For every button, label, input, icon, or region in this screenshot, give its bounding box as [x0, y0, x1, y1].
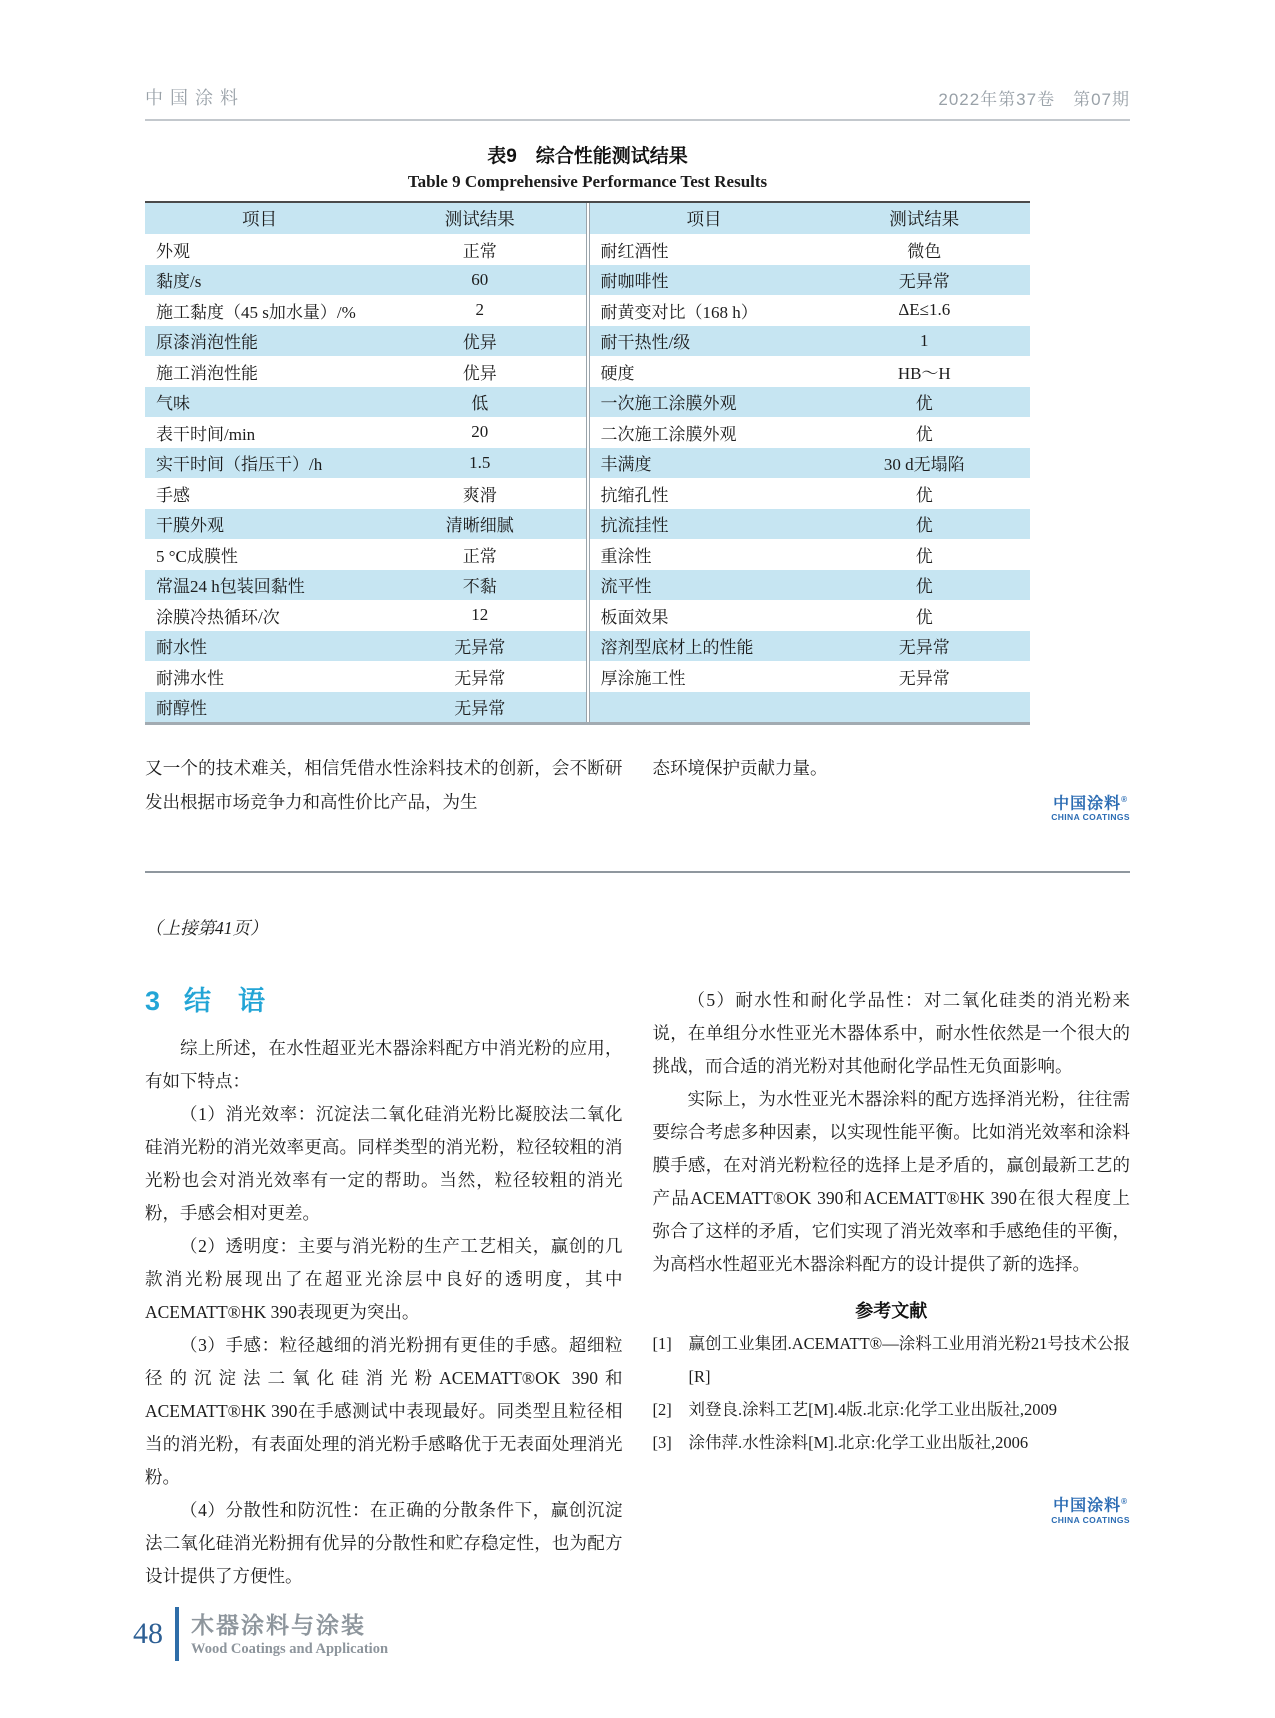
row-result-value: 清晰细腻 — [445, 516, 514, 536]
row-item-label: 外观 — [156, 241, 190, 261]
table-row — [145, 478, 586, 509]
table-row — [590, 356, 1031, 387]
table-title-en: Table 9 Comprehensive Performance Test Results — [407, 172, 768, 191]
china-coatings-logo — [1051, 791, 1130, 822]
registered-mark-icon: ® — [1121, 795, 1129, 804]
table-row — [590, 509, 1031, 540]
row-item-label: 原漆消泡性能 — [156, 333, 258, 353]
table-row — [145, 295, 586, 326]
row-item-label: 表干时间/min — [156, 424, 256, 444]
row-result-value: HB～H — [897, 363, 951, 383]
column-header-item: 项目 — [242, 209, 278, 229]
reference-number: [2] — [652, 1400, 672, 1420]
reference-item — [653, 1327, 1131, 1393]
logo-wrap — [653, 1493, 1131, 1527]
logo-zh-label: 中国涂料 — [1053, 1497, 1122, 1515]
row-result-value: 优 — [915, 424, 933, 444]
reference-text: 涂伟萍.水性涂料[M].北京:化学工业出版社,2006 — [688, 1433, 1029, 1453]
row-item-label: 丰满度 — [600, 455, 652, 475]
row-result-value: 12 — [471, 605, 489, 625]
issue-info: 2022年第37卷 第07期 — [938, 90, 1130, 109]
footer-column-zh: 木器涂料与涂装 — [191, 1611, 366, 1638]
row-item-label: 干膜外观 — [156, 516, 224, 536]
page-number: 48 — [133, 1617, 163, 1650]
row-result-value: 无异常 — [454, 699, 506, 719]
conclusion-right-column — [653, 984, 1131, 1593]
conclusion-paragraph: 实际上，为水性亚光木器涂料的配方选择消光粉，往往需要综合考虑多种因素，以实现性能平衡。比如消光效率和涂料膜手感，在对消光粉粒径的选择上是矛盾的，赢创最新工艺的产品ACEMATT®OK 390和ACEMATT®HK 390在很大程度上弥合了这样的矛盾，它们实现了消光效率和手感绝佳的平衡，为高档水性超亚光木器涂料配方的设计提供了新的选择。 — [652, 1089, 1130, 1275]
row-result-value: 优异 — [462, 333, 497, 353]
continuation-right-column — [653, 751, 1131, 825]
row-result-value: 无异常 — [898, 272, 950, 292]
row-result-value: 微色 — [907, 241, 942, 261]
continuation-left-column — [145, 751, 623, 825]
table-row — [590, 570, 1031, 601]
row-item-label: 常温24 h包装回黏性 — [156, 577, 305, 597]
conclusion-left-column — [145, 984, 623, 1593]
table-header-row — [145, 203, 586, 234]
table-row — [590, 265, 1031, 296]
row-item-label: 厚涂施工性 — [600, 668, 686, 688]
table-row — [590, 631, 1031, 662]
footer-column-title — [191, 1612, 388, 1657]
table-row — [145, 234, 586, 265]
row-item-label: 耐咖啡性 — [600, 272, 669, 292]
row-result-value: 无异常 — [454, 638, 506, 658]
column-header-result: 测试结果 — [889, 209, 960, 229]
footer-column-en: Wood Coatings and Application — [191, 1640, 389, 1657]
conclusion-paragraph: （4）分散性和防沉性：在正确的分散条件下，赢创沉淀法二氧化硅消光粉拥有优异的分散性和贮存稳定性，也为配方设计提供了方便性。 — [145, 1500, 623, 1587]
row-result-value: 优 — [915, 516, 933, 536]
row-result-value: 2 — [475, 300, 485, 320]
row-item-label: 耐黄变对比（168 h） — [600, 302, 758, 322]
table-left-half — [145, 203, 586, 722]
row-item-label: 施工消泡性能 — [156, 363, 258, 383]
table-row — [590, 326, 1031, 357]
row-result-value: 无异常 — [454, 668, 506, 688]
section-number: 3 — [145, 986, 161, 1017]
table-title-zh: 表9 综合性能测试结果 — [487, 146, 688, 167]
row-item-label: 手感 — [156, 485, 190, 505]
conclusion-paragraph: （3）手感：粒径越细的消光粉拥有更佳的手感。超细粒径的沉淀法二氧化硅消光粉ACEMATT®OK 390和ACEMATT®HK 390在手感测试中表现最好。同类型且粒径相当的消光粉，有表面处理的消光粉手感略优于无表面处理消光粉。 — [145, 1335, 623, 1488]
section-heading — [145, 986, 623, 1016]
table-row — [145, 387, 586, 418]
table-right-half — [590, 203, 1031, 722]
conclusion-paragraph: （2）透明度：主要与消光粉的生产工艺相关，赢创的几款消光粉展现出了在超亚光涂层中良好的透明度，其中ACEMATT®HK 390表现更为突出。 — [145, 1236, 623, 1323]
reference-text: 刘登良.涂料工艺[M].4版.北京:化学工业出版社,2009 — [688, 1400, 1057, 1420]
journal-name: 中国涂料 — [145, 88, 245, 108]
reference-text: 赢创工业集团.ACEMATT®—涂料工业用消光粉21号技术公报[R] — [688, 1334, 1130, 1387]
page-footer — [133, 1607, 388, 1661]
logo-zh-text — [1051, 1493, 1130, 1514]
table-row — [145, 509, 586, 540]
row-result-value: 优 — [915, 485, 933, 505]
row-item-label: 抗流挂性 — [600, 516, 669, 536]
row-result-value: 爽滑 — [462, 485, 497, 505]
row-item-label: 黏度/s — [156, 272, 202, 292]
row-item-label: 一次施工涂膜外观 — [600, 394, 737, 414]
table-row — [590, 600, 1031, 631]
conclusion-paragraph: （1）消光效率：沉淀法二氧化硅消光粉比凝胶法二氧化硅消光粉的消光效率更高。同样类型的消光粉，粒径较粗的消光粉也会对消光效率有一定的帮助。当然，粒径较粗的消光粉，手感会相对更差。 — [145, 1104, 623, 1224]
continuation-right-paragraph: 态环境保护贡献力量。 — [652, 758, 828, 778]
row-result-value: 优 — [915, 546, 933, 566]
table-row — [590, 417, 1031, 448]
table-row — [590, 448, 1031, 479]
row-item-label: 流平性 — [600, 577, 652, 597]
continuation-left-paragraph: 又一个的技术难关，相信凭借水性涂料技术的创新，会不断研发出根据市场竞争力和高性价比产品，为生 — [145, 758, 623, 812]
table-row — [590, 692, 1031, 723]
row-result-value: 30 d无塌陷 — [883, 455, 965, 475]
row-item-label: 板面效果 — [600, 607, 669, 627]
row-result-value: 正常 — [462, 546, 497, 566]
row-result-value: ΔE≤1.6 — [898, 300, 951, 320]
reference-item — [653, 1393, 1131, 1426]
row-item-label: 气味 — [156, 394, 190, 414]
section-title: 结 语 — [184, 986, 266, 1017]
row-item-label: 实干时间（指压干）/h — [156, 455, 323, 475]
page-header — [145, 84, 1130, 121]
row-result-value: 优 — [915, 607, 933, 627]
row-result-value: 1 — [920, 330, 929, 350]
table-row — [145, 600, 586, 631]
results-table — [145, 201, 1030, 725]
row-item-label: 重涂性 — [600, 546, 652, 566]
table-row — [145, 356, 586, 387]
row-item-label: 耐沸水性 — [156, 668, 224, 688]
row-item-label: 耐醇性 — [156, 699, 207, 719]
table-row — [145, 539, 586, 570]
row-item-label: 硬度 — [600, 363, 635, 383]
table-row — [145, 661, 586, 692]
china-coatings-logo — [1051, 1493, 1130, 1524]
column-header-item: 项目 — [686, 209, 722, 229]
table-row — [590, 478, 1031, 509]
row-item-label: 5 °C成膜性 — [156, 546, 238, 566]
logo-en-text: CHINA COATINGS — [1051, 812, 1130, 823]
table-row — [590, 295, 1031, 326]
row-item-label: 抗缩孔性 — [600, 485, 669, 505]
table-row — [590, 234, 1031, 265]
table-row — [145, 326, 586, 357]
row-item-label: 二次施工涂膜外观 — [600, 424, 737, 444]
row-result-value: 优异 — [462, 363, 497, 383]
references-list — [653, 1327, 1131, 1459]
conclusion-paragraph: （5）耐水性和耐化学品性：对二氧化硅类的消光粉来说，在单组分水性亚光木器体系中，耐水性依然是一个很大的挑战，而合适的消光粉对其他耐化学品性无负面影响。 — [652, 990, 1130, 1077]
reference-number: [1] — [652, 1334, 672, 1354]
table-row — [145, 417, 586, 448]
row-result-value: 20 — [471, 422, 489, 442]
row-result-value: 无异常 — [898, 638, 950, 658]
table-header-row — [590, 203, 1031, 234]
row-result-value: 优 — [915, 577, 933, 597]
row-item-label: 溶剂型底材上的性能 — [600, 638, 754, 658]
logo-wrap — [653, 791, 1131, 825]
page-content — [145, 84, 1130, 1593]
table-left-rows — [145, 234, 586, 722]
continuation-text — [145, 751, 1130, 825]
table-row — [590, 387, 1031, 418]
table-section — [145, 141, 1030, 725]
continued-from-note: （上接第41页） — [145, 918, 268, 939]
row-item-label: 耐干热性/级 — [600, 333, 691, 353]
references-heading: 参考文献 — [855, 1301, 928, 1322]
row-item-label: 施工黏度（45 s加水量）/% — [156, 302, 356, 322]
row-result-value: 低 — [471, 394, 489, 414]
table-right-rows — [590, 234, 1031, 722]
section-divider-line — [145, 871, 1130, 873]
table-row — [145, 448, 586, 479]
table-row — [590, 661, 1031, 692]
row-item-label: 耐红酒性 — [600, 241, 669, 261]
table-row — [145, 570, 586, 601]
logo-en-text: CHINA COATINGS — [1051, 1514, 1130, 1525]
reference-number: [3] — [652, 1433, 672, 1453]
row-result-value: 无异常 — [898, 668, 950, 688]
row-item-label: 耐水性 — [156, 638, 207, 658]
logo-zh-label: 中国涂料 — [1053, 795, 1122, 813]
table-row — [590, 539, 1031, 570]
row-result-value: 正常 — [462, 241, 497, 261]
conclusion-paragraph: 综上所述，在水性超亚光木器涂料配方中消光粉的应用，有如下特点： — [145, 1038, 623, 1092]
row-result-value: 60 — [471, 269, 489, 289]
row-result-value: 不黏 — [462, 577, 497, 597]
footer-accent-bar — [175, 1607, 179, 1661]
table-row — [145, 692, 586, 723]
column-header-result: 测试结果 — [444, 209, 515, 229]
row-item-label: 涂膜冷热循环/次 — [156, 607, 280, 627]
conclusion-section — [145, 984, 1130, 1593]
row-result-value: 优 — [915, 394, 933, 414]
logo-zh-text — [1051, 791, 1130, 812]
registered-mark-icon: ® — [1121, 1497, 1129, 1507]
reference-item — [653, 1426, 1131, 1459]
table-row — [145, 631, 586, 662]
row-result-value: 1.5 — [469, 452, 491, 472]
table-row — [145, 265, 586, 296]
